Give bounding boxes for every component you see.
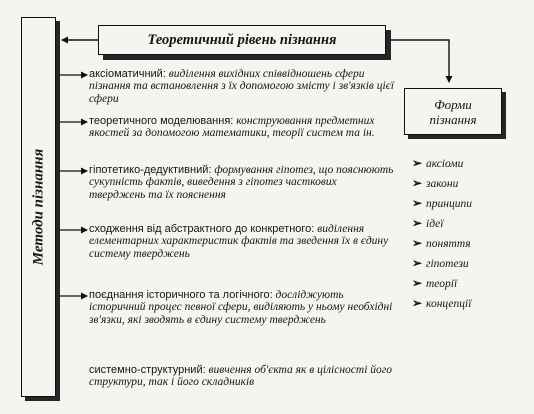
- form-item: ➢ ідеї: [412, 213, 472, 233]
- form-item: ➢ поняття: [412, 233, 472, 253]
- theoretical-level-title: Теоретичний рівень пізнання: [98, 25, 386, 55]
- form-item: ➢ закони: [412, 173, 472, 193]
- method-system-structural: [89, 364, 394, 389]
- form-item: ➢ теорії: [412, 273, 472, 293]
- method-axiomatic: [89, 68, 394, 105]
- method-name: поєднання історичного та логічного:: [89, 289, 273, 301]
- method-name: аксіоматичний:: [89, 68, 166, 80]
- method-description: виділення вихідних співвідношень сфери пізнання та встановлення з їх допомогою змісту і зв'язків цієї сфери: [89, 68, 394, 105]
- method-description: виділення елементарних характеристик фактів та зведення їх в єдину систему тверджень: [89, 223, 389, 260]
- method-hypothetico-deductive: [89, 164, 394, 201]
- method-abstract-to-concrete: [89, 223, 394, 260]
- form-item: ➢ принципи: [412, 193, 472, 213]
- arrow-bullet-icon: ➢: [412, 256, 423, 270]
- arrow-bullet-icon: ➢: [412, 276, 423, 290]
- method-name: сходження від абстрактного до конкретного:: [89, 223, 315, 235]
- forms-label: Форми пізнання: [429, 96, 477, 127]
- method-description: вивчення об'єкта як в цілісності його структури, так і його складників: [89, 364, 393, 389]
- arrow-bullet-icon: ➢: [412, 296, 423, 310]
- method-theoretical-modeling: [89, 115, 394, 140]
- arrow-bullet-icon: ➢: [412, 176, 423, 190]
- methods-box: [21, 17, 56, 397]
- forms-box: [404, 88, 502, 135]
- form-item: ➢ концепції: [412, 293, 472, 313]
- method-name: системно-структурний:: [89, 364, 206, 376]
- method-name: теоретичного моделювання:: [89, 115, 234, 127]
- methods-label: Методи пізнання: [30, 148, 46, 266]
- form-item: ➢ аксіоми: [412, 153, 472, 173]
- method-description: досліджують історичний процес певної сфери, виділяють у ньому необхідні зв'язки, які зводять в єдину систему тверджень: [89, 289, 393, 326]
- form-item: ➢ гіпотези: [412, 253, 472, 273]
- forms-list: [412, 153, 472, 313]
- arrow-title-to-forms: [386, 40, 449, 82]
- arrow-bullet-icon: ➢: [412, 236, 423, 250]
- arrow-bullet-icon: ➢: [412, 196, 423, 210]
- method-name: гіпотетико-дедуктивний:: [89, 164, 212, 176]
- method-description: конструювання предметних якостей за допомогою математики, теорії систем та ін.: [89, 115, 375, 140]
- method-description: формування гіпотез, що пояснюють сукупність фактів, виведення з гіпотез часткових тверджень та їх пояснення: [89, 164, 394, 201]
- arrow-bullet-icon: ➢: [412, 216, 423, 230]
- arrow-bullet-icon: ➢: [412, 156, 423, 170]
- method-historical-logical: [89, 289, 394, 326]
